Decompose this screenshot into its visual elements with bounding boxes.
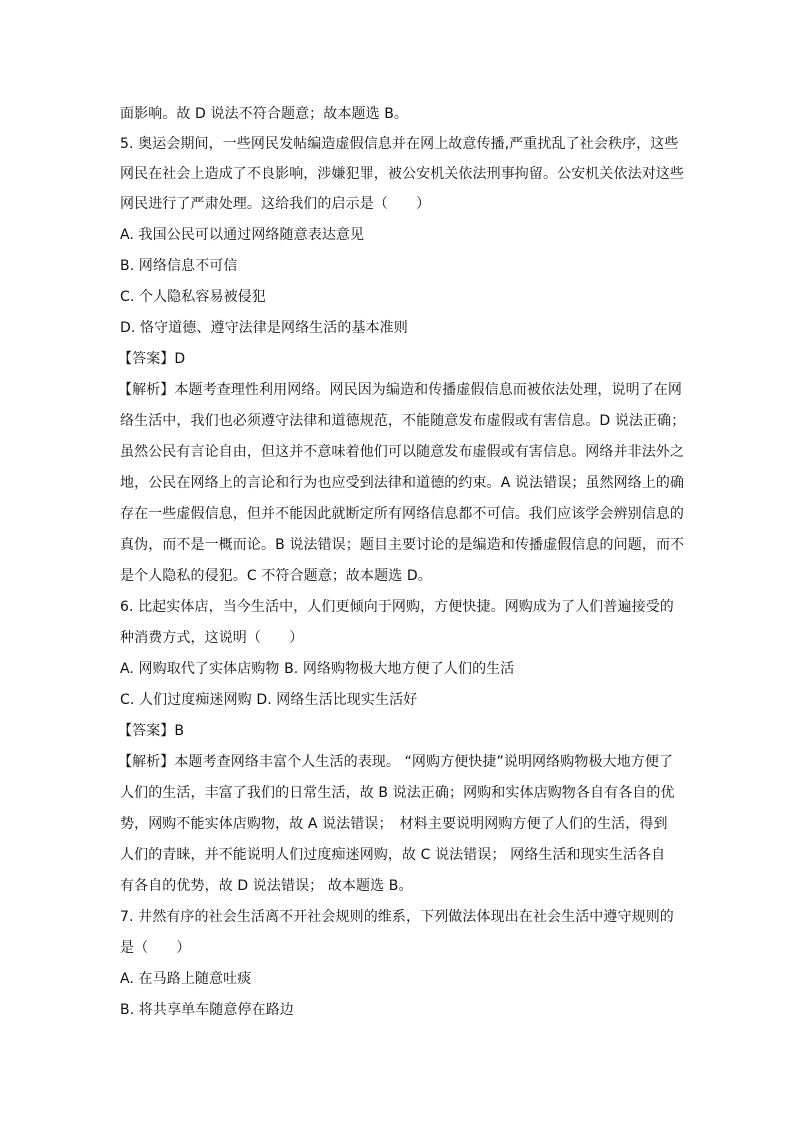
text-line: 网民在社会上造成了不良影响，涉嫌犯罪，被公安机关依法刑事拘留。公安机关依法对这些 [120, 166, 684, 182]
analysis-text: 【解析】本题考查理性利用网络。网民因为编造和传播虚假信息而被依法处理，说明了在网 [118, 382, 682, 398]
question-5-stem: 5. 奥运会期间，一些网民发帖编造虚假信息并在网上故意传播,严重扰乱了社会秩序，这些 [120, 136, 679, 152]
text-line: 地，公民在网络上的言论和行为也应受到法律和道德的约束。A 说法错误；虽然网络上的确 [120, 475, 685, 491]
text-line: 人们的青睐，并不能说明人们过度痴迷网购，故 C 说法错误； 网络生活和现实生活各自 [120, 847, 666, 863]
options-ab: A. 网购取代了实体店购物 B. 网络购物极大地方便了人们的生活 [120, 661, 515, 677]
text-line: 人们的生活，丰富了我们的日常生活，故 B 说法正确；网购和实体店购物各自有各自的优 [120, 785, 675, 801]
text-line: 面影响。故 D 说法不符合题意；故本题选 B。 [120, 106, 409, 122]
text-line: 络生活中，我们也必须遵守法律和道德规范，不能随意发布虚假或有害信息。D 说法正确； [120, 413, 686, 429]
answer-label: 【答案】D [118, 351, 186, 367]
answer-label: 【答案】B [118, 723, 185, 739]
text-line: 虽然公民有言论自由，但这并不意味着他们可以随意发布虚假或有害信息。网络并非法外之 [120, 444, 684, 460]
question-7-stem: 7. 井然有序的社会生活离不开社会规则的维系，下列做法体现出在社会生活中遵守规则的 [120, 909, 674, 925]
options-cd: C. 人们过度痴迷网购 D. 网络生活比现实生活好 [120, 692, 418, 708]
analysis-text: 【解析】本题考查网络丰富个人生活的表现。 “网购方便快捷”说明网络购物极大地方便了 [118, 754, 674, 770]
text-line: 是（ ） [120, 940, 191, 956]
text-line: 网民进行了严肃处理。这给我们的启示是（ ） [120, 196, 431, 212]
option-b: B. 网络信息不可信 [120, 258, 238, 274]
option-b: B. 将共享单车随意停在路边 [120, 1002, 294, 1018]
option-d: D. 恪守道德、遵守法律是网络生活的基本准则 [120, 320, 408, 336]
text-line: 种消费方式，这说明（ ） [120, 630, 304, 646]
text-line: 真伪，而不是一概而论。B 说法错误；题目主要讨论的是编造和传播虚假信息的问题，而不 [120, 537, 685, 553]
question-6-stem: 6. 比起实体店，当今生活中，人们更倾向于网购，方便快捷。网购成为了人们普遍接受的 [120, 599, 674, 615]
option-c: C. 个人隐私容易被侵犯 [120, 289, 266, 305]
text-line: 存在一些虚假信息，但并不能因此就断定所有网络信息都不可信。我们应该学会辨别信息的 [120, 506, 684, 522]
text-line: 有各自的优势，故 D 说法错误； 故本题选 B。 [120, 878, 413, 894]
option-a: A. 在马路上随意吐痰 [120, 971, 252, 987]
option-a: A. 我国公民可以通过网络随意表达意见 [120, 227, 365, 243]
text-line: 势，网购不能实体店购物，故 A 说法错误； 材料主要说明网购方便了人们的生活，得到 [120, 816, 668, 832]
text-line: 是个人隐私的侵犯。C 不符合题意；故本题选 D。 [120, 568, 432, 584]
